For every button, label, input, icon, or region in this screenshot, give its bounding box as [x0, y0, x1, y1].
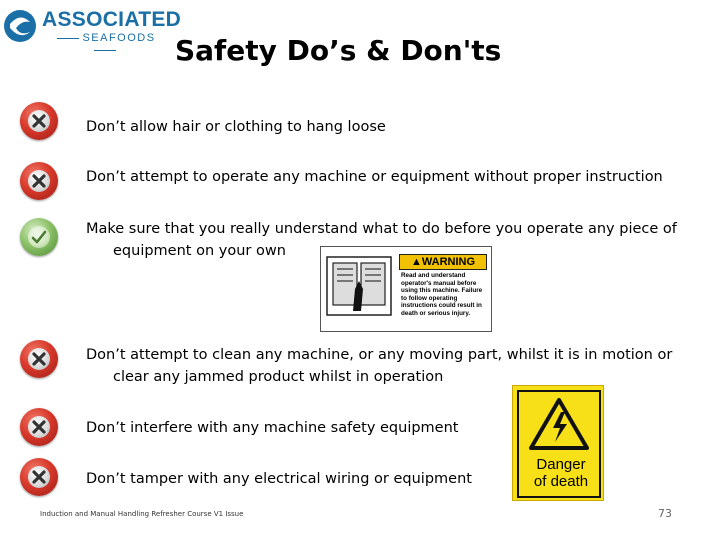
dont-cross-icon	[20, 102, 58, 140]
page-title: Safety Do’s & Don'ts	[175, 34, 502, 67]
danger-line2: of death	[533, 473, 589, 490]
company-logo	[2, 4, 182, 52]
footer-course-name: Induction and Manual Handling Refresher Course V1 Issue	[40, 510, 244, 518]
logo-wordmark: ASSOCIATED	[42, 8, 182, 31]
item-text: Don’t allow hair or clothing to hang loose	[86, 119, 386, 135]
item-text: Don’t interfere with any machine safety equipment	[86, 420, 459, 436]
list-item	[86, 166, 663, 188]
list-item	[86, 468, 472, 490]
item-text: Don’t tamper with any electrical wiring or equipment	[86, 471, 472, 487]
item-text: Don’t attempt to clean any machine, or any moving part, whilst it is in motion or	[86, 347, 673, 363]
item-text: Make sure that you really understand what to do before you operate any piece of	[86, 221, 677, 237]
electric-hazard-icon	[529, 398, 589, 450]
danger-sign-image	[512, 385, 604, 501]
dont-cross-icon	[20, 162, 58, 200]
warning-heading-text: WARNING	[421, 256, 476, 268]
danger-sign-border	[517, 390, 601, 498]
item-text-continued: equipment on your own	[113, 243, 286, 259]
list-item	[86, 417, 458, 439]
dont-cross-icon	[20, 458, 58, 496]
page-number: 73	[658, 507, 672, 520]
do-check-icon	[20, 218, 58, 256]
warning-body-text: Read and understand operator's manual before using this machine. Failure to follow operating instructions could result in death or serious injury.	[401, 272, 483, 317]
logo-subtitle: SEAFOODS	[42, 32, 168, 56]
list-item	[86, 116, 386, 138]
list-item	[86, 344, 672, 388]
warning-triangle-icon: ▲	[410, 256, 422, 268]
item-text: Don’t attempt to operate any machine or equipment without proper instruction	[86, 169, 663, 185]
dont-cross-icon	[20, 340, 58, 378]
item-text-continued: clear any jammed product whilst in operation	[113, 369, 444, 385]
warning-sign-image	[320, 246, 492, 332]
warning-heading	[399, 254, 487, 270]
dont-cross-icon	[20, 408, 58, 446]
danger-line1: Danger	[536, 456, 586, 473]
danger-text	[519, 456, 603, 490]
operator-manual-icon	[325, 253, 395, 321]
fish-logo-icon	[2, 6, 38, 46]
